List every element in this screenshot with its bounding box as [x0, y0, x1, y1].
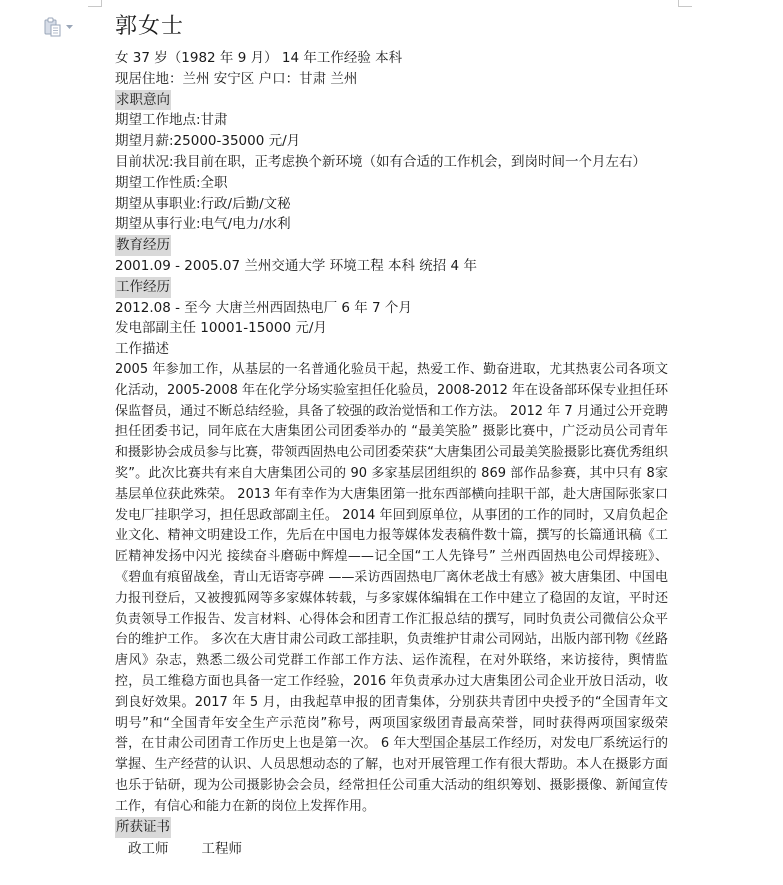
- right-margin-corner-vertical: [678, 0, 679, 7]
- certificate-item: 政工师: [128, 841, 169, 858]
- left-margin-corner-vertical: [101, 0, 102, 7]
- residence-info: 现居住地：兰州 安宁区 户口：甘肃 兰州: [115, 70, 358, 87]
- work-description: 2005 年参加工作，从基层的一名普通化验员干起，热爱工作、勤奋进取，尤其热衷公司各项文化活动，2005-2008 年在化学分场实验室担任化验员，2008-2012 年在设备部环保专业担任环保监督员，通过不断总结经验，具备了较强的政治觉悟和工作方法。 2012 年 7 月通过公开竞聘担任团委书记，同年底在大唐集团公司团委举办的 “最美笑脸” 摄影比赛中，广泛动员公司青年和摄影协会成员参与比赛，带领西固热电公司团委荣获“大唐集团公司最美笑脸摄影比赛优秀组织奖”。此次比赛共有来自大唐集团公司的 90 多家基层团组织的 869 部作品参赛，其中只有 8家基层单位获此殊荣。 2013 年有幸作为大唐集团第一批东西部横向挂职干部，赴大唐国际张家口发电厂挂职学习，担任思政部副主任。 2014 年回到原单位，从事团的工作的同时，又肩负起企业文化、精神文明建设工作，先后在中国电力报等媒体发表稿件数十篇，撰写的长篇通讯稿《工匠精神发扬中闪光 接续奋斗磨砺中辉煌——记全国“工人先锋号” 兰州西固热电公司焊接班》、《碧血有痕留战垒，青山无语寄亭碑 ——采访西固热电厂离休老战士有感》被大唐集团、中国电力报刊登后，又被搜狐网等多家媒体转载，与多家媒体编辑在工作中建立了稳固的友谊，平时还负责领导工作报告、发言材料、心得体会和团青工作汇报总结的撰写，同时负责公司微信公众平台的维护工作。 多次在大唐甘肃公司政工部挂职，负责维护甘肃公司网站，出版内部刊物《丝路唐风》杂志，熟悉二级公司党群工作部工作方法、运作流程，在对外联络，来访接待，舆情监控，员工维稳方面也具备一定工作经验，2016 年负责承办过大唐集团公司企业开放日活动，收到良好效果。2017 年 5 月，由我起草申报的团青集体，分别获共青团中央授予的“全国青年文明号”和“全国青年安全生产示范岗”称号，两项国家级团青最高荣誉，同时获得两项国家级荣誉，在甘肃公司团青工作历史上也是第一次。 6 年大型国企基层工作经历，对发电厂系统运行的掌握、生产经营的认识、人员思想动态的了解，也对开展管理工作有很大帮助。本人在摄影方面也乐于钻研，现为公司摄影协会会员，经常担任公司重大活动的组织筹划、摄影摄像、新闻宣传工作，有信心和能力在新的岗位上发挥作用。: [115, 361, 668, 814]
- expected-occupation: 期望从事职业:行政/后勤/文秘: [115, 195, 291, 212]
- certificate-item: 工程师: [201, 841, 242, 858]
- education-section: [115, 235, 675, 256]
- left-margin-corner-horizontal: [88, 6, 102, 7]
- expected-industry: 期望从事行业:电气/电力/水利: [115, 216, 291, 233]
- section-heading-job-intention: 求职意向: [115, 90, 171, 111]
- paste-options-button[interactable]: [44, 16, 78, 38]
- expected-location: 期望工作地点:甘肃: [115, 112, 228, 129]
- work-description-label: 工作描述: [115, 341, 169, 358]
- resume-document: [115, 10, 675, 860]
- section-heading-work: 工作经历: [115, 277, 171, 298]
- certificate-list: [115, 838, 675, 860]
- expected-job-nature: 期望工作性质:全职: [115, 174, 228, 191]
- paste-options-icon: [44, 17, 62, 37]
- section-heading-education: 教育经历: [115, 235, 171, 256]
- certificates-section: [115, 817, 675, 838]
- section-heading-certificates: 所获证书: [115, 817, 171, 838]
- job-intention-section: [115, 90, 675, 111]
- expected-salary: 期望月薪:25000-35000 元/月: [115, 133, 301, 150]
- work-section: [115, 277, 675, 298]
- work-period: 2012.08 - 至今 大唐兰州西固热电厂 6 年 7 个月: [115, 299, 412, 316]
- education-entry: 2001.09 - 2005.07 兰州交通大学 环境工程 本科 统招 4 年: [115, 257, 477, 274]
- chevron-down-icon: [66, 25, 73, 30]
- work-position: 发电部副主任 10001-15000 元/月: [115, 320, 327, 337]
- right-margin-corner-horizontal: [678, 6, 692, 7]
- candidate-name: 郭女士: [115, 14, 185, 39]
- basic-info: 女 37 岁（1982 年 9 月） 14 年工作经验 本科: [115, 50, 403, 66]
- current-status: 目前状况:我目前在职，正考虑换个新环境（如有合适的工作机会，到岗时间一个月左右）: [115, 153, 647, 170]
